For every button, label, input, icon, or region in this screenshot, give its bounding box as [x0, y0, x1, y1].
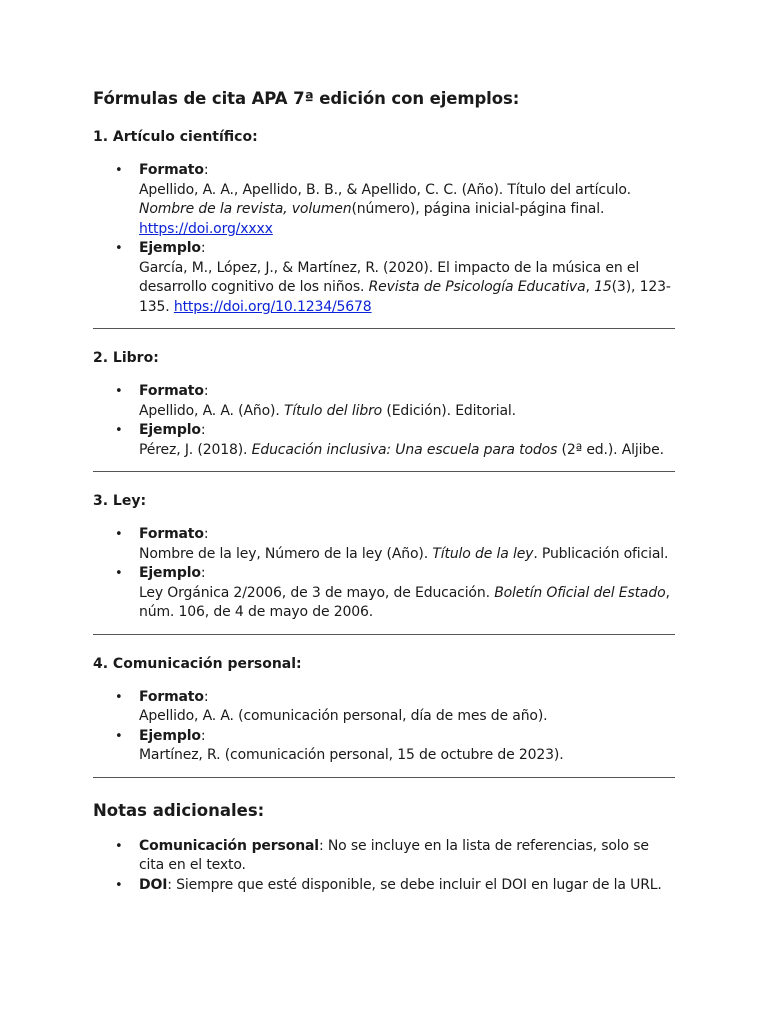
notes-heading: Notas adicionales:	[93, 800, 265, 820]
list-item-formato: • Formato: Apellido, A. A. (comunicación personal, día de mes de año).	[139, 688, 675, 727]
section-list	[93, 382, 675, 460]
section-list	[93, 525, 675, 623]
section-heading: 2. Libro:	[93, 350, 159, 366]
ejemplo-text: Pérez, J. (2018). Educación inclusiva: Una escuela para todos (2ª ed.). Aljibe.	[139, 441, 664, 458]
formato-text: Apellido, A. A., Apellido, B. B., & Apellido, C. C. (Año). Título del artículo. Nombre de la revista, volumen(número), página inicial-página final. https://doi.org/xxxx	[139, 181, 631, 237]
list-item-ejemplo: • Ejemplo: Ley Orgánica 2/2006, de 3 de mayo, de Educación. Boletín Oficial del Estado, núm. 106, de 4 de mayo de 2006.	[139, 564, 675, 623]
note-label: DOI	[139, 876, 168, 893]
list-item-formato: • Formato: Nombre de la ley, Número de la ley (Año). Título de la ley. Publicación oficial.	[139, 525, 675, 564]
section-libro	[93, 348, 675, 491]
note-text: : Siempre que esté disponible, se debe incluir el DOI en lugar de la URL.	[167, 876, 662, 893]
notes-section	[93, 800, 675, 896]
note-item	[139, 837, 675, 876]
formato-label: Formato	[139, 383, 204, 399]
list-item-formato: • Formato: Apellido, A. A. (Año). Título del libro (Edición). Editorial.	[139, 382, 675, 421]
doi-link[interactable]: https://doi.org/xxxx	[139, 220, 273, 237]
ejemplo-label: Ejemplo	[139, 240, 201, 256]
formato-label: Formato	[139, 162, 204, 178]
formato-label: Formato	[139, 526, 204, 542]
list-item-formato: • Formato: Apellido, A. A., Apellido, B. B., & Apellido, C. C. (Año). Título del artículo. Nombre de la revista, volumen(número), página inicial-página final. https://doi.org/xxxx	[139, 161, 675, 239]
ejemplo-text: García, M., López, J., & Martínez, R. (2020). El impacto de la música en el desarrollo cognitivo de los niños. Revista de Psicología Educativa, 15(3), 123-135. https://doi.org/10.1234/5678	[139, 259, 671, 315]
note-item	[139, 876, 675, 896]
ejemplo-label: Ejemplo	[139, 565, 201, 581]
doi-link[interactable]: https://doi.org/10.1234/5678	[173, 298, 372, 315]
section-heading: 1. Artículo científico:	[93, 129, 258, 145]
note-text: : No se incluye en la lista de referencias, solo se cita en el texto.	[139, 837, 649, 873]
list-item-ejemplo: • Ejemplo: García, M., López, J., & Martínez, R. (2020). El impacto de la música en el desarrollo cognitivo de los niños. Revista de Psicología Educativa, 15(3), 123-135. https://doi.org/10.1234/5678	[139, 239, 675, 317]
section-list	[93, 161, 675, 317]
notes-list	[93, 837, 675, 896]
document-content	[93, 88, 675, 895]
formato-text: Nombre de la ley, Número de la ley (Año). Título de la ley. Publicación oficial.	[139, 545, 669, 562]
list-item-ejemplo: • Ejemplo: Martínez, R. (comunicación personal, 15 de octubre de 2023).	[139, 727, 675, 766]
section-list	[93, 688, 675, 766]
section-heading: 3. Ley:	[93, 493, 147, 509]
formato-text: Apellido, A. A. (Año). Título del libro (Edición). Editorial.	[139, 402, 516, 419]
note-label: Comunicación personal	[139, 837, 319, 854]
ejemplo-label: Ejemplo	[139, 422, 201, 438]
section-articulo	[93, 127, 675, 348]
ejemplo-text: Martínez, R. (comunicación personal, 15 de octubre de 2023).	[139, 747, 564, 763]
section-ley	[93, 491, 675, 654]
list-item-ejemplo: • Ejemplo: Pérez, J. (2018). Educación inclusiva: Una escuela para todos (2ª ed.). Aljibe.	[139, 421, 675, 460]
ejemplo-label: Ejemplo	[139, 727, 201, 744]
page-title: Fórmulas de cita APA 7ª edición con ejemplos:	[93, 89, 520, 108]
ejemplo-text: Ley Orgánica 2/2006, de 3 de mayo, de Educación. Boletín Oficial del Estado, núm. 106, de 4 de mayo de 2006.	[139, 584, 670, 620]
section-comunicacion	[93, 654, 675, 800]
formato-label: Formato	[139, 688, 204, 705]
section-heading: 4. Comunicación personal:	[93, 655, 302, 672]
formato-text: Apellido, A. A. (comunicación personal, día de mes de año).	[139, 708, 548, 724]
